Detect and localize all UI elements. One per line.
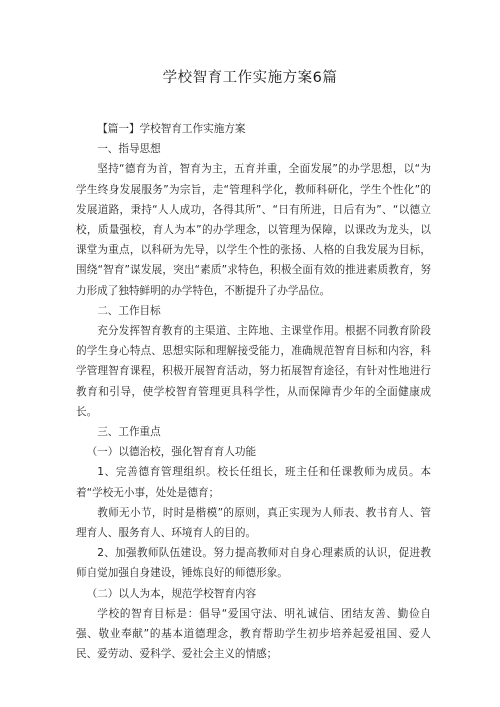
section-3-subheading-2: （二）以人为本，规范学校智育内容: [86, 587, 257, 600]
section-1-paragraph: 坚持“德育为首，智育为主，五育并重，全面发展”的办学思想，以“为学生终身发展服务”为宗旨，走“管理科学化，教师科研化，学生个性化”的发展道路，秉持“人人成功，各得其所”、“日有所进，日后有为”、“以德立校，质量强校，育人为本”的办学理念，以管理为保障，以课改为龙头，以课堂为重点，以科研为先导，以学生个性的张扬、人格的自我发展为目标，围绕“智育”谋发展，突出“素质”求特色，积极全面有效的推进素质教育，努力形成了独特鲜明的办学特色，不断提升了办学品位。: [76, 163, 431, 297]
section-3-item-2: 2、加强教师队伍建设。努力提高教师对自身心理素质的认识，促进教师自觉加强自身建设，锤炼良好的师德形象。: [76, 547, 431, 580]
document-body: [76, 119, 431, 664]
section-3-item-1: 1、完善德育管理组织。校长任组长，班主任和任课教师为成员。本着“学校无小事，处处是德育；: [76, 466, 431, 499]
article-heading: 【篇一】学校智育工作实施方案: [97, 123, 246, 135]
section-2-paragraph: 充分发挥智育教育的主渠道、主阵地、主课堂作用。根据不同教育阶段的学生身心特点、思想实际和理解接受能力，准确规范智育目标和内容，科学管理智育课程，积极开展智育活动，努力拓展智育途径，有针对性地进行教育和引导，使学校智育管理更具科学性，从而保障青少年的全面健康成长。: [76, 325, 431, 418]
section-3-paragraph: 学校的智育目标是：倡导“爱国守法、明礼诚信、团结友善、勤俭自强、敬业奉献”的基本道德理念，教育帮助学生初步培养起爱祖国、爱人民、爱劳动、爱科学、爱社会主义的情感；: [76, 607, 431, 661]
section-2-heading: 二、工作目标: [97, 304, 161, 317]
document-title: 学校智育工作实施方案6篇: [162, 70, 338, 86]
section-3-heading: 三、工作重点: [97, 426, 161, 439]
section-3-subheading-1: （一）以德治校，强化智育育人功能: [86, 446, 257, 459]
section-3-item-1-continued: 教师无小节，时时是楷模”的原则，真正实现为人师表、教书育人、管理育人、服务育人、环境育人的目的。: [76, 506, 431, 540]
section-1-heading: 一、指导思想: [97, 143, 161, 156]
